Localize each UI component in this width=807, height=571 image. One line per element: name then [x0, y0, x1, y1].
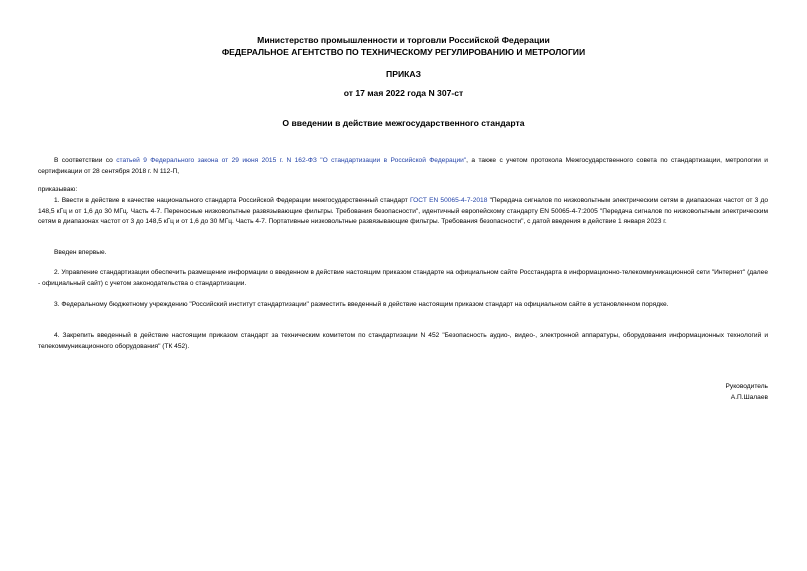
document-date: от 17 мая 2022 года N 307-ст	[343, 88, 464, 98]
agency-name: ФЕДЕРАЛЬНОЕ АГЕНТСТВО ПО ТЕХНИЧЕСКОМУ РЕГУЛИРОВАНИЮ И МЕТРОЛОГИИ	[221, 47, 586, 57]
item-1-paragraph	[38, 196, 768, 228]
preamble-text-end: , а также с учетом протокола Межгосударственного совета по стандартизации, метрологии и сертификации от 28 сентября 2018 г. N 112-П,	[38, 157, 768, 175]
gost-standard-link[interactable]: ГОСТ EN 50065-4-7-2018	[409, 197, 488, 204]
preamble-paragraph	[38, 156, 768, 177]
ministry-name: Министерство промышленности и торговли Российской Федерации	[257, 35, 550, 45]
preamble-text-start: В соответствии со	[54, 157, 117, 164]
signature-name: А.П.Шалаев	[730, 394, 768, 401]
item-1-text-end: "Передача сигналов по низковольтным электрическим сетям в диапазонах частот от 3 до 148,5 кГц и от 1,6 до 30 МГц. Часть 4-7. Переносные низковольтные развязывающие фильтры. Требования безопасности", идентичный европейскому стандарту EN 50065-4-7:2005 "Передача сигналов по низковольтным электрическим сетям в диапазонах частот от 3 до 148,5 кГц и от 1,6 до 30 МГц. Часть 4-7. Портативные низковольтные развязывающие фильтры. Требования безопасности", с датой введения в действие 1 января 2023 г.	[38, 197, 769, 225]
item-1-text-start: 1. Ввести в действие в качестве национального стандарта Российской Федерации межгосударственный стандарт	[54, 197, 410, 204]
item-4-paragraph: 4. Закрепить введенный в действие настоящим приказом стандарт за техническим комитетом по стандартизации N 452 "Безопасность аудио-, видео-, электронной аппаратуры, оборудования информационных технологий и телекоммуникационного оборудования" (ТК 452).	[38, 332, 768, 350]
document-type: ПРИКАЗ	[386, 69, 421, 79]
document-title: О введении в действие межгосударственного стандарта	[282, 118, 525, 128]
first-introduced-note: Введен впервые.	[54, 249, 107, 256]
item-3-paragraph: 3. Федеральному бюджетному учреждению "Российский институт стандартизации" разместить введенный в действие настоящим приказом стандарт на официальном сайте в установленном порядке.	[54, 301, 669, 308]
item-2-paragraph: 2. Управление стандартизации обеспечить размещение информации о введенном в действие настоящим приказом стандарте на официальном сайте Росстандарта в информационно-телекоммуникационной сети "Интернет" (далее - официальный сайт) с учетом законодательства о стандартизации.	[38, 269, 768, 287]
order-word: приказываю:	[38, 186, 78, 193]
federal-law-link[interactable]: статьей 9 Федерального закона от 29 июня 2015 г. N 162-ФЗ "О стандартизации в Российской Федерации"	[116, 157, 467, 164]
signature-role: Руководитель	[725, 383, 768, 390]
